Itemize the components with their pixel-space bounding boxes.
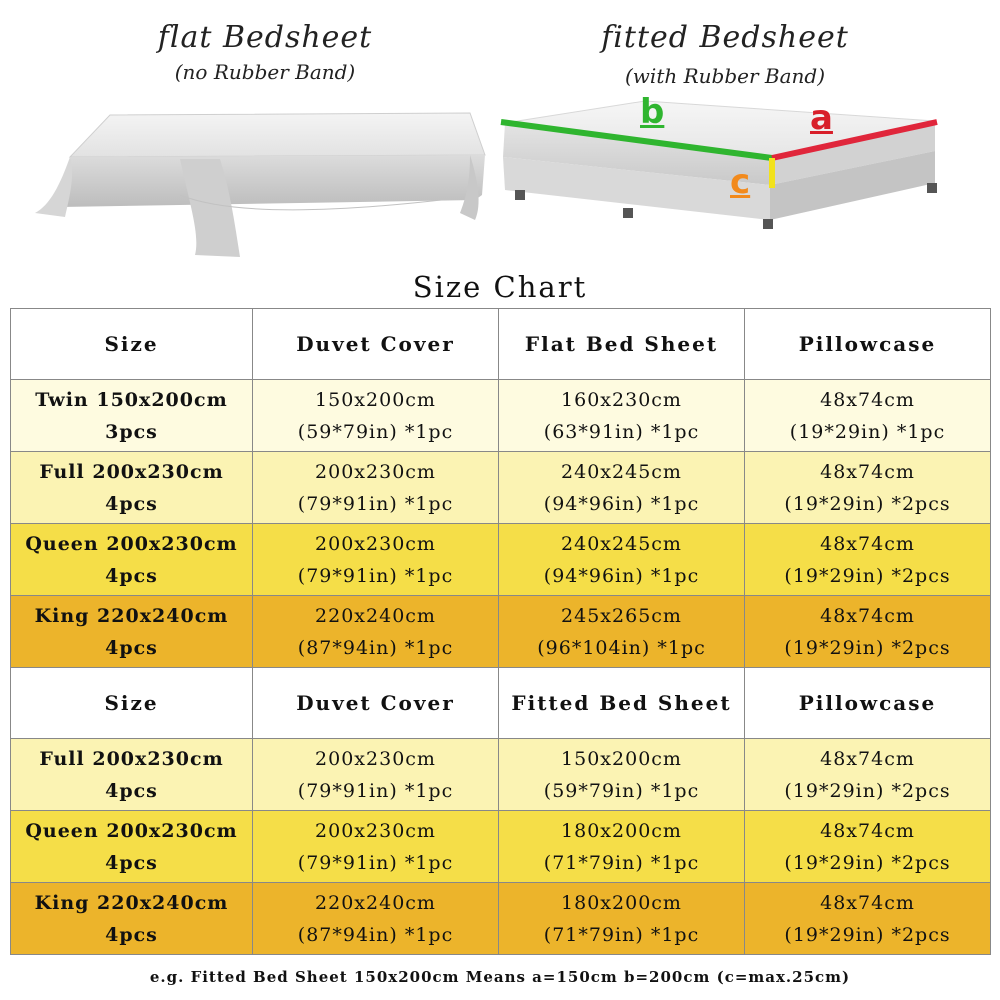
pillowcase-cell-primary: 48x74cm — [820, 891, 915, 914]
size-cell — [11, 596, 253, 668]
bed-sheet-cell-secondary: (94*96in) *1pc — [543, 492, 700, 515]
duvet-cover-cell-secondary: (79*91in) *1pc — [297, 779, 454, 802]
bed-sheet-cell-secondary: (63*91in) *1pc — [543, 420, 700, 443]
pillowcase-cell — [745, 811, 991, 883]
size-cell-secondary: 4pcs — [105, 923, 158, 946]
column-header: Pillowcase — [745, 309, 991, 380]
duvet-cover-cell-primary: 220x240cm — [315, 604, 436, 627]
table-row — [11, 380, 991, 452]
bed-sheet-cell — [499, 524, 745, 596]
fitted-bedsheet-subtitle: (with Rubber Band) — [625, 64, 825, 88]
size-cell-primary: Full 200x230cm — [39, 460, 224, 483]
duvet-cover-cell-secondary: (87*94in) *1pc — [297, 923, 454, 946]
pillowcase-cell-secondary: (19*29in) *2pcs — [784, 851, 951, 874]
pillowcase-cell-primary: 48x74cm — [820, 532, 915, 555]
pillowcase-cell — [745, 739, 991, 811]
fitted-bedsheet-illustration — [495, 95, 955, 265]
pillowcase-cell-secondary: (19*29in) *2pcs — [784, 636, 951, 659]
bed-sheet-cell — [499, 452, 745, 524]
pillowcase-cell — [745, 883, 991, 955]
bed-sheet-cell-secondary: (71*79in) *1pc — [543, 851, 700, 874]
dimension-label-c: c — [730, 162, 751, 202]
size-cell-primary: Queen 200x230cm — [25, 819, 238, 842]
bed-sheet-cell-primary: 180x200cm — [561, 819, 682, 842]
bed-sheet-cell-primary: 150x200cm — [561, 747, 682, 770]
duvet-cover-cell-primary: 200x230cm — [315, 532, 436, 555]
fitted-bedsheet-title: fitted Bedsheet — [601, 20, 849, 55]
bed-sheet-cell-secondary: (71*79in) *1pc — [543, 923, 700, 946]
duvet-cover-cell — [253, 524, 499, 596]
bed-sheet-cell-primary: 240x245cm — [561, 532, 682, 555]
pillowcase-cell-secondary: (19*29in) *2pcs — [784, 492, 951, 515]
size-cell-secondary: 4pcs — [105, 564, 158, 587]
duvet-cover-cell — [253, 883, 499, 955]
duvet-cover-cell-secondary: (79*91in) *1pc — [297, 492, 454, 515]
bed-sheet-cell — [499, 811, 745, 883]
size-cell-secondary: 4pcs — [105, 779, 158, 802]
flat-bedsheet-title: flat Bedsheet — [157, 20, 373, 55]
size-cell-secondary: 4pcs — [105, 851, 158, 874]
pillowcase-cell-primary: 48x74cm — [820, 604, 915, 627]
bed-sheet-cell — [499, 739, 745, 811]
duvet-cover-cell — [253, 380, 499, 452]
column-header: Pillowcase — [745, 668, 991, 739]
duvet-cover-cell-primary: 220x240cm — [315, 891, 436, 914]
pillowcase-cell-primary: 48x74cm — [820, 388, 915, 411]
table-row — [11, 596, 991, 668]
duvet-cover-cell-primary: 150x200cm — [315, 388, 436, 411]
table-header-row — [11, 668, 991, 739]
pillowcase-cell — [745, 452, 991, 524]
size-cell-secondary: 3pcs — [105, 420, 158, 443]
duvet-cover-cell-secondary: (79*91in) *1pc — [297, 564, 454, 587]
size-chart-title: Size Chart — [412, 270, 588, 304]
size-cell — [11, 380, 253, 452]
size-cell-primary: Full 200x230cm — [39, 747, 224, 770]
duvet-cover-cell — [253, 596, 499, 668]
size-cell-primary: Queen 200x230cm — [25, 532, 238, 555]
duvet-cover-cell-primary: 200x230cm — [315, 747, 436, 770]
size-chart-table — [10, 308, 991, 955]
duvet-cover-cell — [253, 811, 499, 883]
bed-sheet-cell-secondary: (94*96in) *1pc — [543, 564, 700, 587]
bed-sheet-cell-primary: 180x200cm — [561, 891, 682, 914]
footnote: e.g. Fitted Bed Sheet 150x200cm Means a=150cm b=200cm (c=max.25cm) — [149, 968, 851, 986]
table-row — [11, 452, 991, 524]
duvet-cover-cell-primary: 200x230cm — [315, 460, 436, 483]
duvet-cover-cell-primary: 200x230cm — [315, 819, 436, 842]
duvet-cover-cell-secondary: (79*91in) *1pc — [297, 851, 454, 874]
pillowcase-cell — [745, 596, 991, 668]
dimension-label-b: b — [640, 92, 665, 132]
bed-sheet-cell-primary: 160x230cm — [561, 388, 682, 411]
column-header: Duvet Cover — [253, 668, 499, 739]
duvet-cover-cell — [253, 452, 499, 524]
dimension-label-a: a — [810, 98, 833, 138]
pillowcase-cell-secondary: (19*29in) *2pcs — [784, 923, 951, 946]
column-header: Duvet Cover — [253, 309, 499, 380]
size-cell — [11, 524, 253, 596]
pillowcase-cell — [745, 524, 991, 596]
duvet-cover-cell-secondary: (59*79in) *1pc — [297, 420, 454, 443]
size-cell-primary: Twin 150x200cm — [35, 388, 228, 411]
pillowcase-cell — [745, 380, 991, 452]
duvet-cover-cell — [253, 739, 499, 811]
pillowcase-cell-primary: 48x74cm — [820, 460, 915, 483]
bed-sheet-cell-primary: 245x265cm — [561, 604, 682, 627]
size-cell — [11, 452, 253, 524]
size-cell-secondary: 4pcs — [105, 636, 158, 659]
column-header: Fitted Bed Sheet — [499, 668, 745, 739]
size-cell — [11, 739, 253, 811]
flat-bedsheet-illustration — [30, 95, 490, 265]
bed-sheet-cell — [499, 380, 745, 452]
bed-sheet-cell — [499, 883, 745, 955]
pillowcase-cell-primary: 48x74cm — [820, 747, 915, 770]
bed-sheet-cell — [499, 596, 745, 668]
size-cell — [11, 811, 253, 883]
table-row — [11, 739, 991, 811]
table-row — [11, 524, 991, 596]
column-header: Size — [11, 668, 253, 739]
pillowcase-cell-primary: 48x74cm — [820, 819, 915, 842]
size-cell — [11, 883, 253, 955]
duvet-cover-cell-secondary: (87*94in) *1pc — [297, 636, 454, 659]
table-row — [11, 883, 991, 955]
bed-sheet-cell-secondary: (96*104in) *1pc — [537, 636, 706, 659]
bed-sheet-cell-primary: 240x245cm — [561, 460, 682, 483]
column-header: Size — [11, 309, 253, 380]
pillowcase-cell-secondary: (19*29in) *2pcs — [784, 564, 951, 587]
size-cell-primary: King 220x240cm — [34, 891, 229, 914]
table-header-row — [11, 309, 991, 380]
table-row — [11, 811, 991, 883]
pillowcase-cell-secondary: (19*29in) *2pcs — [784, 779, 951, 802]
bed-sheet-cell-secondary: (59*79in) *1pc — [543, 779, 700, 802]
size-cell-primary: King 220x240cm — [34, 604, 229, 627]
pillowcase-cell-secondary: (19*29in) *1pc — [789, 420, 946, 443]
size-cell-secondary: 4pcs — [105, 492, 158, 515]
column-header: Flat Bed Sheet — [499, 309, 745, 380]
flat-bedsheet-subtitle: (no Rubber Band) — [174, 60, 356, 84]
